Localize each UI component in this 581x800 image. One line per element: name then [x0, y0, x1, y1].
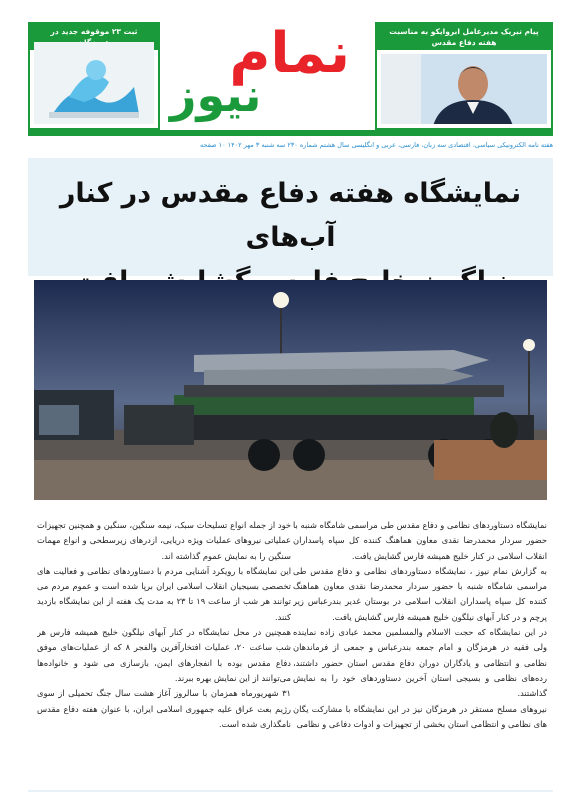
left-box-photo: [34, 42, 154, 124]
article-column-left: [37, 518, 291, 784]
logo-word-bottom: نیوز: [170, 68, 262, 122]
right-box-photo: [381, 54, 547, 124]
article-paragraph: در این نمایشگاه که حجت الاسلام والمسلمین محمد عبادی زاده نماینده ولی فقیه در هرمزگان و امام جمعه بندرعباس و جمعی از فرماندهان نظامی و انتظامی و یادگاران دوران دفاع مقدس استان حضور داشتند، رده‌های نظامی و بسیجی استان آخرین دستاوردهای خود را به نمایش گذاشتند.: [293, 627, 547, 699]
right-news-box[interactable]: [375, 22, 553, 130]
portrait-illustration: [381, 54, 547, 124]
masthead-divider: [28, 130, 553, 136]
site-logo[interactable]: [168, 21, 368, 124]
article-paragraph: نیروهای مسلح مستقر در هرمزگان نیز در این نمایشگاه با مشارکت یگان های نظامی و انتظامی استان بخشی از تجهیزات و ادوات دفاعی و نظامی: [293, 703, 547, 729]
logo-word-top: نمام: [229, 21, 350, 86]
article-paragraph: این نمایشگاه با رویکرد آشنایی مردم با دستاوردهای نظامی و فعالیت های تخصصی بسیجیان انقلاب اسلامی ایران برپا شده است و عموم مردم می توانند هر شب از ساعت ۱۹ تا ۲۳ به مدت یک هفته از این نمایشگاه بازدید کنند.: [37, 565, 291, 622]
sculpture-illustration: [34, 42, 154, 124]
masthead: [28, 22, 553, 130]
article-paragraph: به گزارش نمام نیوز ، نمایشگاه دستاوردهای نظامی و دفاع مقدس طی مراسمی شامگاه شنبه با حضور سردار محمدرضا نقدی معاون هماهنگ کننده کل سپاه پاسداران انقلاب اسلامی در بوستان غدیر بندرعباس زیر پرچم و در کنار آبهای نیلگون خلیج همیشه فارس گشایش یافت.: [293, 565, 547, 622]
page-bottom-rule: [28, 790, 553, 792]
missile-truck-photo: [34, 280, 547, 500]
article-column-right: [293, 518, 547, 784]
left-news-box[interactable]: [28, 22, 160, 130]
main-photo[interactable]: [34, 280, 547, 500]
left-box-caption: ثبت ۲۳ موقوفه جدید در: [30, 24, 158, 50]
article-paragraph: ۳۱ شهریورماه همزمان با سالروز آغاز هشت سال جنگ تحمیلی از سوی رژیم بعث عراق علیه جمهوری اسلامی ایران، با عنوان هفته دفاع مقدس نامگذاری شده است.: [37, 688, 291, 729]
right-box-caption: پیام تبریک مدیرعامل ابروایکو به مناسبت هفته دفاع مقدس: [377, 24, 551, 50]
headline-line-1: نمایشگاه هفته دفاع مقدس در کنار آب‌های: [59, 178, 522, 253]
headline-block: [28, 158, 553, 276]
article-paragraph: خود از جمله انواع تسلیحات سبک، نیمه سنگین، سنگین و همچنین تجهیزات عملیاتی نیروهای عملیات ویژه دریایی، ازدرهای زیرسطحی و انواع مهمات سنگین را به نمایش عموم گذاشته اند.: [37, 520, 291, 561]
issue-info-line: هفته نامه الکترونیکی سیاسی، اقتصادی سه زبان، فارسی، عربی و انگلیسی سال هشتم شماره ۲۳۰ سه شنبه ۳ مهر ۱۴۰۲ ۱۰ صفحه: [200, 141, 553, 149]
article-paragraph: نمایشگاه دستاوردهای نظامی و دفاع مقدس طی مراسمی شامگاه شنبه با حضور سردار محمدرضا نقدی معاون هماهنگ کننده کل سپاه پاسداران انقلاب اسلامی در کنار خلیج همیشه فارس گشایش یافت.: [293, 520, 547, 561]
article-paragraph: همچنین در محل نمایشگاه در کنار آبهای نیلگون خلیج همیشه فارس هر شب ساعت ۲۰، عملیات افتخارآفرین والفجر ۸ که از عملیات‌های موفق دفاع مقدس بوده با انفجارهای ایمن، بازسازی می شود و خانواده‌ها می‌توانند از این نمایش بهره ببرند.: [37, 627, 291, 683]
